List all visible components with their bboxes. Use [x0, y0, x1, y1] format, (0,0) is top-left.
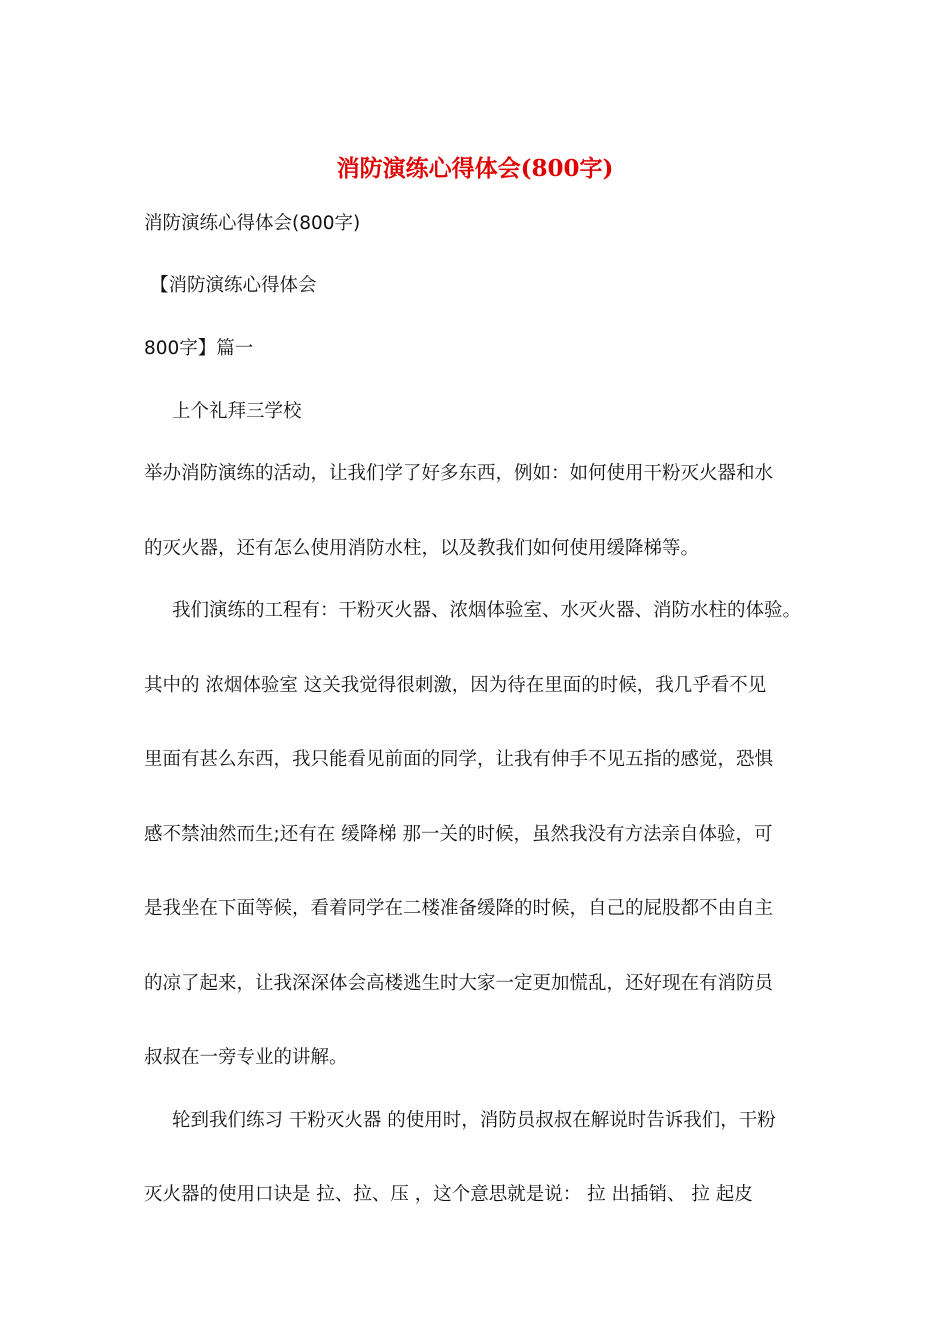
paragraph-line: 上个礼拜三学校 [172, 401, 302, 422]
subtitle-line: 消防演练心得体会(800字) [144, 213, 361, 234]
paragraph-line: 的凉了起来，让我深深体会高楼逃生时大家一定更加慌乱，还好现在有消防员 [144, 973, 774, 994]
document-title: 消防演练心得体会(800字) [336, 155, 614, 182]
paragraph-line: 是我坐在下面等候，看着同学在二楼准备缓降的时候，自己的屁股都不由自主 [144, 898, 774, 919]
section-heading-line: 800字】篇一 [144, 338, 254, 359]
paragraph-line: 我们演练的工程有：干粉灭火器、浓烟体验室、水灭火器、消防水柱的体验。 [172, 600, 802, 621]
paragraph-line: 里面有甚么东西，我只能看见前面的同学，让我有伸手不见五指的感觉，恐惧 [144, 749, 774, 770]
paragraph-line: 举办消防演练的活动，让我们学了好多东西，例如：如何使用干粉灭火器和水 [144, 463, 774, 484]
paragraph-line: 叔叔在一旁专业的讲解。 [144, 1047, 348, 1068]
paragraph-line: 灭火器的使用口诀是 拉、拉、压 ，这个意思就是说： 拉 出插销、 拉 起皮 [144, 1184, 753, 1205]
paragraph-line: 轮到我们练习 干粉灭火器 的使用时，消防员叔叔在解说时告诉我们，干粉 [172, 1110, 776, 1131]
section-heading-line: 【消防演练心得体会 [150, 275, 317, 296]
paragraph-line: 感不禁油然而生;还有在 缓降梯 那一关的时候，虽然我没有方法亲自体验，可 [144, 824, 773, 845]
paragraph-line: 的灭火器，还有怎么使用消防水柱，以及教我们如何使用缓降梯等。 [144, 538, 700, 559]
paragraph-line: 其中的 浓烟体验室 这关我觉得很刺激，因为待在里面的时候，我几乎看不见 [144, 675, 767, 696]
